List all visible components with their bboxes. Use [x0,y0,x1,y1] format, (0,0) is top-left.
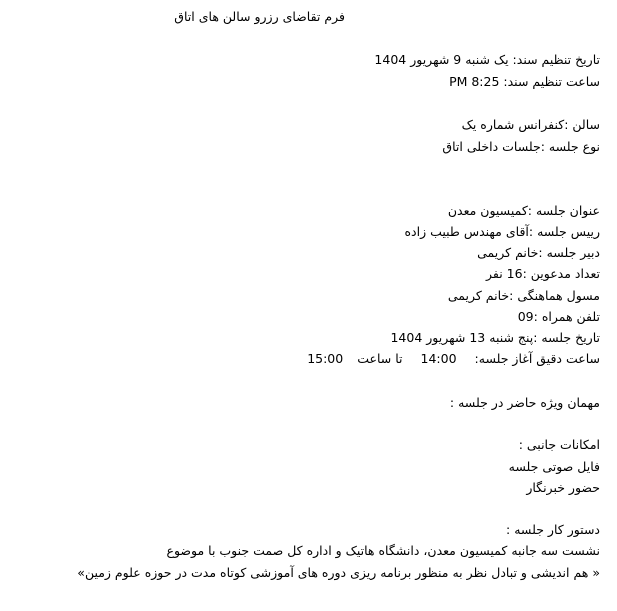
mobile-phone: تلفن همراه :09 [517,309,600,324]
meeting-type: نوع جلسه :جلسات داخلی اتاق [442,139,600,154]
invitee-count: تعداد مدعوین :16 نفر [485,266,600,281]
end-time: 15:00 [307,351,344,366]
hall-name: سالن :کنفرانس شماره یک [461,117,600,132]
issue-time: ساعت تنظیم سند: PM 8:25 [449,74,600,89]
meeting-date: تاریخ جلسه :پنج شنبه 13 شهریور 1404 [390,330,600,345]
issue-date: تاریخ تنظیم سند: یک شنبه 9 شهریور 1404 [374,52,600,67]
agenda-line-1: نشست سه جانبه کمیسیون معدن، دانشگاه هاتیک و اداره کل صمت جنوب با موضوع [166,543,600,558]
start-time: 14:00 [420,351,457,366]
start-time-label: ساعت دقیق آغاز جلسه: [474,351,600,366]
meeting-secretary: دبیر جلسه :خانم کریمی [477,245,600,260]
meeting-chairman: رییس جلسه :آقای مهندس طبیب زاده [404,224,600,239]
side-facilities-label: امکانات جانبی : [518,437,600,452]
meeting-time-row [307,351,600,367]
agenda-line-2: « هم اندیشی و تبادل نظر به منظور برنامه ریزی دوره های آموزشی کوتاه مدت در حوزه علوم زمین» [77,565,600,580]
facility-audio: فایل صوتی جلسه [508,459,600,474]
coordinator: مسول هماهنگی :خانم کریمی [447,288,600,303]
special-guests-label: مهمان ویژه حاضر در جلسه : [449,395,600,410]
until-label: تا ساعت [357,351,403,366]
facility-reporter: حضور خبرنگار [526,480,600,495]
form-title: فرم تقاضای رزرو سالن های اتاق [174,9,345,24]
agenda-label: دستور کار جلسه : [506,522,600,537]
meeting-title: عنوان جلسه :کمیسیون معدن [447,203,600,218]
